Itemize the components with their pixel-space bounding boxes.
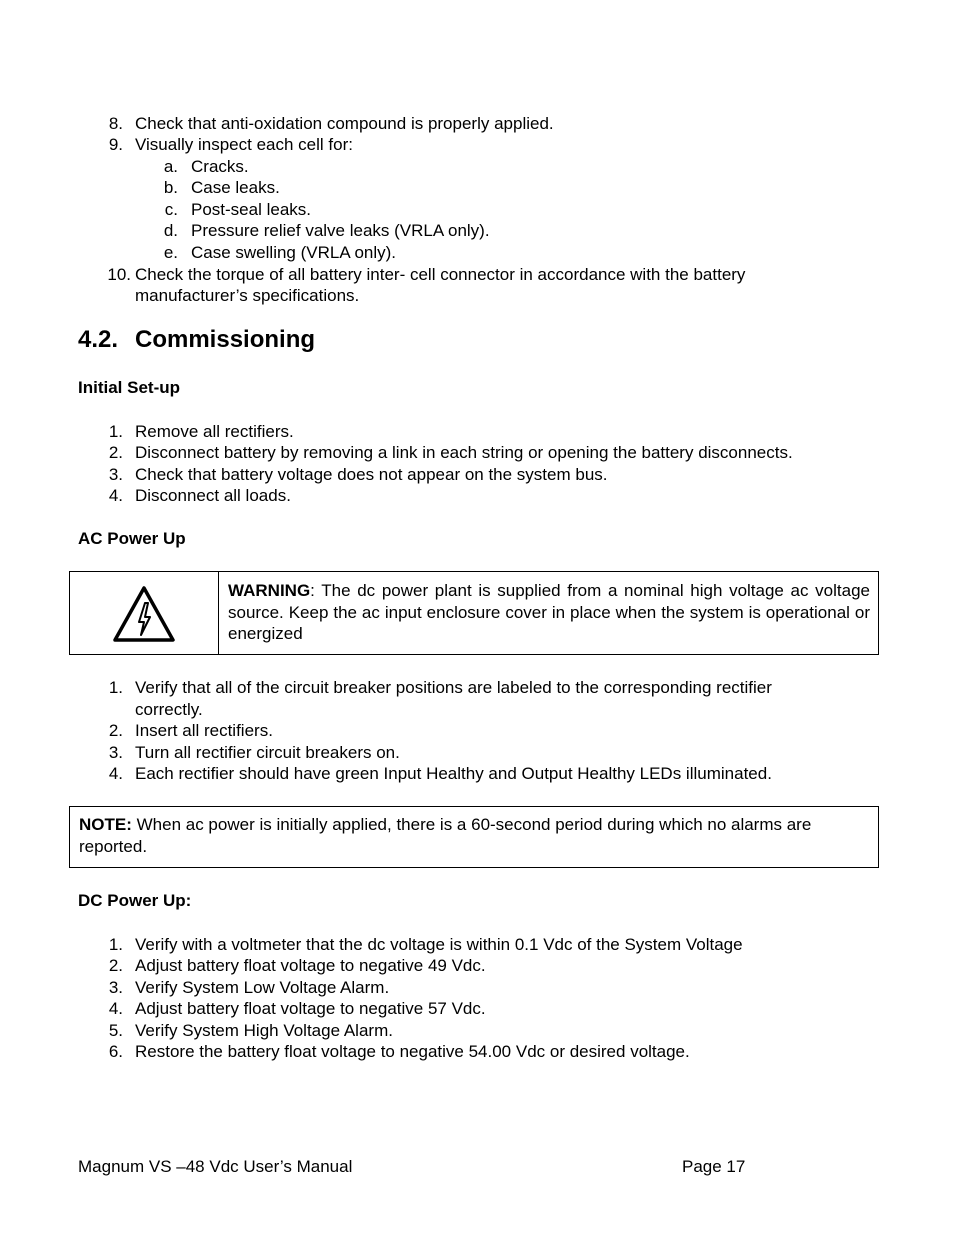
- list-item-number: 3.: [108, 743, 123, 762]
- list-item-number: 9.: [108, 135, 123, 154]
- warning-text: [228, 580, 870, 645]
- list-item-text: Pressure relief valve leaks (VRLA only).: [191, 221, 490, 240]
- ac-power-up-heading: AC Power Up: [78, 529, 186, 548]
- list-item-text: Adjust battery float voltage to negative 49 Vdc.: [135, 956, 486, 975]
- list-item-letter: a.: [163, 157, 178, 176]
- note-message: When ac power is initially applied, there is a 60-second period during which no alarms are reported.: [79, 815, 812, 856]
- list-item-number: 8.: [108, 114, 123, 133]
- list-item-text-continued: manufacturer’s specifications.: [135, 286, 360, 305]
- initial-setup-heading: Initial Set-up: [78, 378, 180, 397]
- list-item-text: Verify that all of the circuit breaker positions are labeled to the corresponding rectifier: [135, 678, 772, 697]
- dc-power-up-heading: DC Power Up:: [78, 891, 192, 910]
- list-item-number: 4.: [108, 486, 123, 505]
- list-item-text: Check that anti-oxidation compound is properly applied.: [135, 114, 554, 133]
- list-item-text: Visually inspect each cell for:: [135, 135, 353, 154]
- footer-manual-title: Magnum VS –48 Vdc User’s Manual: [78, 1157, 353, 1176]
- list-item-text: Insert all rectifiers.: [135, 721, 273, 740]
- section-title: Commissioning: [135, 326, 316, 353]
- list-item-letter: b.: [163, 178, 178, 197]
- list-item-text: Restore the battery float voltage to negative 54.00 Vdc or desired voltage.: [135, 1042, 690, 1061]
- list-item-text: Disconnect battery by removing a link in each string or opening the battery disconnects.: [135, 443, 793, 462]
- list-item-text: Cracks.: [191, 157, 249, 176]
- list-item-text-continued: correctly.: [135, 700, 203, 719]
- note-text: [79, 814, 869, 858]
- list-item-number: 6.: [108, 1042, 123, 1061]
- list-item-number: 4.: [108, 764, 123, 783]
- list-item-text: Verify System High Voltage Alarm.: [135, 1021, 393, 1040]
- section-number: 4.2.: [78, 326, 119, 353]
- list-item-number: 4.: [108, 999, 123, 1018]
- list-item-text: Verify with a voltmeter that the dc voltage is within 0.1 Vdc of the System Voltage: [135, 935, 743, 954]
- list-item-number: 10.: [107, 265, 131, 284]
- list-item-number: 3.: [108, 465, 123, 484]
- footer-page-number: Page 17: [682, 1157, 746, 1176]
- list-item-number: 2.: [108, 721, 123, 740]
- list-item-text: Check that battery voltage does not appear on the system bus.: [135, 465, 608, 484]
- warning-icon-cell: [70, 572, 219, 654]
- list-item-number: 1.: [108, 678, 123, 697]
- list-item-text: Remove all rectifiers.: [135, 422, 294, 441]
- note-box: [69, 806, 879, 868]
- list-item-number: 3.: [108, 978, 123, 997]
- note-label: NOTE:: [79, 815, 132, 834]
- list-item-text: Verify System Low Voltage Alarm.: [135, 978, 390, 997]
- list-item-text: Adjust battery float voltage to negative 57 Vdc.: [135, 999, 486, 1018]
- list-item-text: Post-seal leaks.: [191, 200, 311, 219]
- list-item-text: Each rectifier should have green Input Healthy and Output Healthy LEDs illuminated.: [135, 764, 772, 783]
- list-item-text: Case swelling (VRLA only).: [191, 243, 397, 262]
- list-item-number: 2.: [108, 956, 123, 975]
- warning-label: WARNING: [228, 581, 311, 600]
- list-item-letter: c.: [164, 200, 178, 219]
- list-item-letter: d.: [163, 221, 178, 240]
- list-item-text: Case leaks.: [191, 178, 280, 197]
- list-item-letter: e.: [163, 243, 178, 262]
- list-item-number: 1.: [108, 422, 123, 441]
- list-item-text: Turn all rectifier circuit breakers on.: [135, 743, 400, 762]
- list-item-text: Check the torque of all battery inter- cell connector in accordance with the battery: [135, 265, 746, 284]
- section-heading: [78, 326, 315, 354]
- high-voltage-warning-icon: [113, 586, 175, 642]
- list-item-text: Disconnect all loads.: [135, 486, 291, 505]
- warning-box: [69, 571, 879, 655]
- list-item-number: 5.: [108, 1021, 123, 1040]
- list-item-number: 2.: [108, 443, 123, 462]
- warning-message: : The dc power plant is supplied from a nominal high voltage ac voltage source. Keep the ac input enclosure cover in place when the system is operational or energized: [228, 581, 870, 643]
- list-item-number: 1.: [108, 935, 123, 954]
